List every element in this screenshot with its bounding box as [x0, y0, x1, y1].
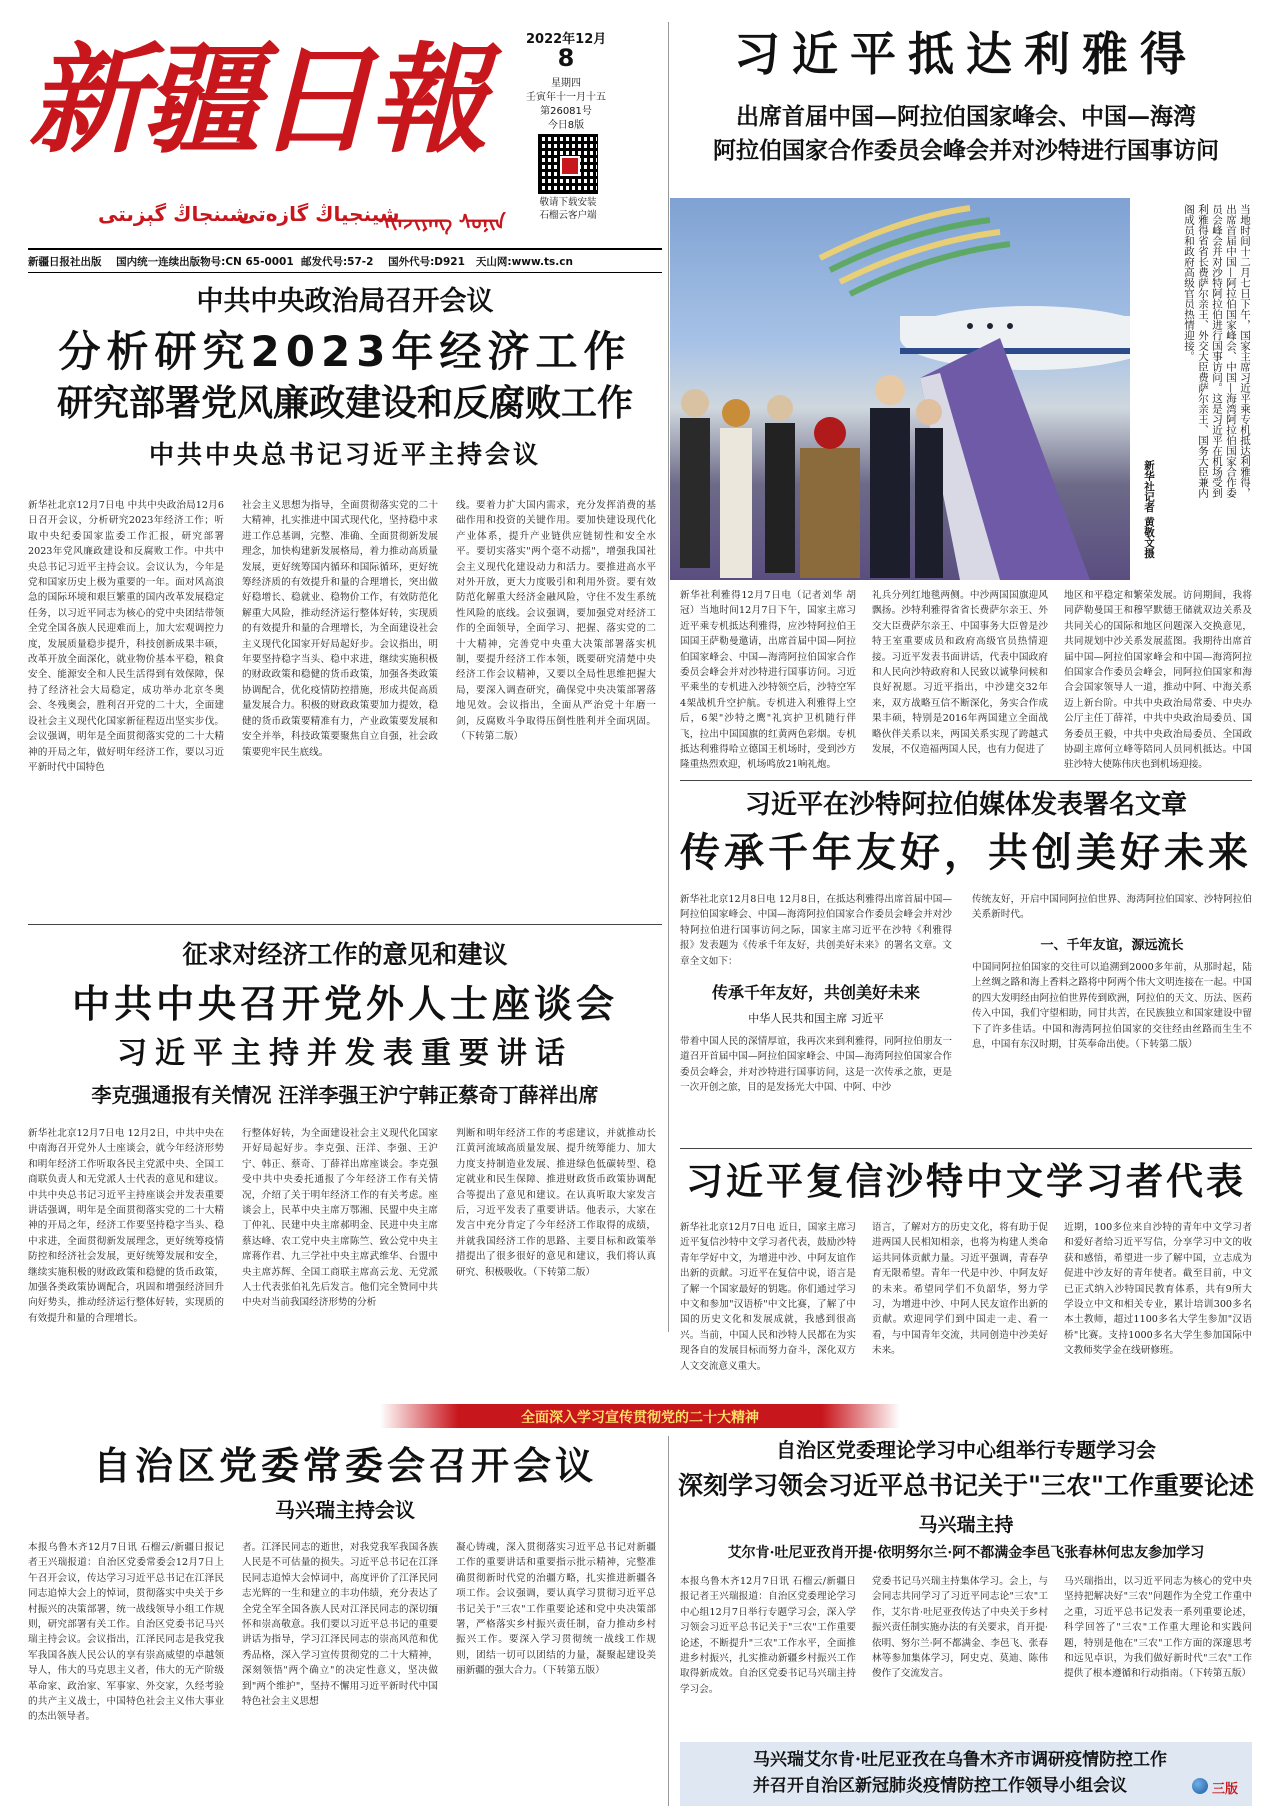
- study-group-body-col-2: 党委书记马兴瑞主持集体学习。会上，与会同志共同学习了习近平同志论"三农"工作，艾尔肯·吐尼亚孜传达了中央关于乡村振兴责任制实施办法的有关要求，肖开提·依明、努尔兰·阿不都满金、李邑飞、张春林等参加集体学习，阿史克、莫迪、陈伟俊作了交流发言。: [872, 1576, 1048, 1680]
- study-group-headline: 深刻学习领会习近平总书记关于"三农"工作重要论述: [677, 1471, 1255, 1500]
- politburo-body-col-1: 新华社北京12月7日电 中共中央政治局12月6日召开会议，分析研究2023年经济工作；听取中央纪委国家监委工作汇报，研究部署2023年党风廉政建设和反腐败工作。中共中央总书记习近平主持会议。会议认为，今年是党和国家历史上极为重要的一年。面对风高浪急的国际环境和艰巨繁重的国内改革发展稳定任务，以习近平同志为核心的党中央团结带领全党全国各族人民迎难而上，加大宏观调控力度，发展质量稳步提升，科技创新成果丰硕，改革开放全面深化，就业物价基本平稳，粮食安全、能源安全和人民生活得到有效保障，保持了经济社会大局稳定，成功举办北京冬奥会、冬残奥会，胜利召开党的二十大，全面建设社会主义现代化国家新征程迈出坚实步伐。会议强调，明年是全面贯彻落实党的二十大精神的开局之年，做好明年经济工作，要以习近平新时代中国特色: [28, 500, 224, 773]
- lead-body-col-2: 礼兵分列红地毯两侧。中沙两国国旗迎风飘扬。沙特利雅得省省长费萨尔亲王、外交大臣费萨尔亲王、中国事务大臣曾是沙特王室重要成员和政府高级官员热情迎接。习近平发表书面讲话，代表中国政府和人民向沙特政府和人民致以诚挚问候和良好祝愿。习近平指出，中沙建交32年来，双方战略互信不断深化，务实合作成果丰硕，特别是2016年两国建立全面战略伙伴关系以来，两国关系实现了跨越式发展，不仅造福两国人民，也有力促进了: [872, 590, 1048, 756]
- masthead-info-bar: 新疆日报社出版 国内统一连续出版物号:CN 65-0001 邮发代号:57-2 国外代号:D921 天山网:www.ts.cn: [28, 256, 573, 268]
- letter-body-col-1: 新华社北京12月7日电 近日，国家主席习近平复信沙特中文学习者代表，鼓励沙特青年学好中文，为增进中沙、中阿友谊作出新的贡献。习近平在复信中说，语言是了解一个国家最好的钥匙。你们通过学习中文和参加"汉语桥"中文比赛，了解了中国的历史文化和发展成就，我感到很高兴。当前，中国人民和沙特人民都在为实现各自的发展目标而努力奋斗，深化双方人文交流意义重大。: [680, 1222, 856, 1372]
- lead-kicker: 习近平抵达利雅得: [734, 27, 1198, 81]
- bottom-teaser-page-ref[interactable]: 三版: [1212, 1782, 1239, 1797]
- standing-committee-story: [28, 1436, 662, 1806]
- reception-party-icon: [680, 375, 943, 578]
- lead-story: [680, 20, 1252, 900]
- media-article-byline: 中华人民共和国主席 习近平: [748, 1012, 884, 1025]
- lead-subtitle-2: 阿拉伯国家合作委员会峰会并对沙特进行国事访问: [713, 137, 1219, 164]
- masthead-title: 新疆日報: [28, 30, 485, 169]
- study-group-body-col-3: 马兴瑞指出，以习近平同志为核心的党中央坚持把解决好"三农"问题作为全党工作重中之重，习近平总书记发表一系列重要论述，科学回答了"三农"工作重大理论和实践问题，特别是他在"三农"工作方面的深邃思考和远见卓识，为我们做好新时代"三农"工作提供了根本遵循和行动指南。（下转第五版）: [1064, 1576, 1252, 1680]
- masthead: [28, 22, 668, 277]
- study-group-kicker: 自治区党委理论学习中心组举行专题学习会: [776, 1438, 1156, 1462]
- lead-photo: [670, 198, 1130, 580]
- airplane-icon: [900, 306, 1130, 370]
- standing-committee-deck: 马兴瑞主持会议: [275, 1498, 415, 1522]
- campaign-banner: [380, 1404, 900, 1428]
- issue-pages: 今日8版: [547, 120, 585, 131]
- lead-photo-credit: 新华社记者 黄敬文摄: [1143, 460, 1155, 559]
- qr-caption: 敬请下载安装 石榴云客户端: [539, 197, 597, 221]
- campaign-banner-text: 全面深入学习宣传贯彻党的二十大精神: [521, 1410, 759, 1426]
- page-ref-globe-icon: [1192, 1778, 1208, 1794]
- bottom-teaser[interactable]: [680, 1742, 1252, 1806]
- letter-headline: 习近平复信沙特中文学习者代表: [686, 1160, 1246, 1203]
- lead-body-col-3: 地区和平稳定和繁荣发展。访问期间，我将同萨勒曼国王和穆罕默德王储就双边关系及共同关心的国际和地区问题深入交换意见，共同规划中沙关系发展蓝图。我期待出席首届中国—阿拉伯国家峰会和中国—海湾阿拉伯国家合作委员会峰会，同阿拉伯国家和海合会国家领导人一道，推动中阿、中海关系迈上新台阶。中共中央政治局常委、中央办公厅主任丁薛祥，中共中央政治局委员、国务委员王毅，中共中央政治局委员、全国政协副主席何立峰等陪同人员同机抵达。中国驻沙特大使陈伟庆也到机场迎接。: [1064, 590, 1252, 771]
- lead-photo-scene: [670, 198, 1130, 580]
- issue-number: 第26081号: [540, 106, 592, 117]
- politburo-body-col-2: 社会主义思想为指导，全面贯彻落实党的二十大精神，扎实推进中国式现代化，坚持稳中求进工作总基调，完整、准确、全面贯彻新发展理念，加快构建新发展格局，着力推动高质量发展，更好统筹国内循环和国际循环，更好统筹经济质的有效提升和量的合理增长，突出做好稳增长、稳就业、稳物价工作，有效防范化解重大风险，推动经济运行整体好转，实现质的有效提升和量的合理增长，为全面建设社会主义现代化国家开好局起好步。会议指出，明年要坚持稳字当头、稳中求进，继续实施积极的财政政策和稳健的货币政策，加强各类政策协调配合，优化疫情防控措施，形成共促高质量发展合力。积极的财政政策要加力提效，稳健的货币政策要精准有力，产业政策要发展和安全并举，科技政策要聚焦自立自强，社会政策要兜牢民生底线。: [242, 500, 438, 758]
- politburo-body-col-3: 线。要着力扩大国内需求，充分发挥消费的基础作用和投资的关键作用。要加快建设现代化产业体系，提升产业链供应链韧性和安全水平。要切实落实"两个毫不动摇"，增强我国社会主义现代化建设动力和活力。要推进高水平对外开放，更大力度吸引和利用外资。要有效防范化解重大经济金融风险，守住不发生系统性风险的底线。会议强调，要加强党对经济工作的全面领导，全面学习、把握、落实党的二十大精神，完善党中央重大决策部署落实机制，要提升经济工作本领，既要研究清楚中央经济工作会议精神，又要以全局性思维把握大局，要深入调查研究，确保党中央决策部署落地见效。会议指出，全面从严治党十年磨一剑，反腐败斗争取得压倒性胜利并全面巩固。（下转第二版）: [456, 500, 656, 743]
- letter-story: [680, 1156, 1252, 1392]
- standing-committee-body-col-3: 凝心铸魂，深入贯彻落实习近平总书记对新疆工作的重要讲话和重要指示批示精神，完整准确贯彻新时代党的治疆方略，扎实推进新疆各项工作。会议强调，要认真学习贯彻习近平总书记关于"三农"工作重要论述和党中央决策部署，严格落实乡村振兴责任制，奋力推动乡村振兴工作。要深入学习贯彻统一战线工作规则，团结一切可以团结的力量，凝聚起建设美丽新疆的强大合力。（下转第五版）: [456, 1542, 656, 1677]
- qr-code[interactable]: [538, 134, 598, 194]
- issue-date-day: 8: [557, 44, 575, 72]
- masthead-uyghur-title: شىنجاڭ گېزىتى: [98, 202, 250, 226]
- united-front-body-col-1: 新华社北京12月7日电 12月2日，中共中央在中南海召开党外人士座谈会，就今年经济形势和明年经济工作听取各民主党派中央、全国工商联负责人和无党派人士代表的意见和建议。中共中央总书记习近平主持座谈会并发表重要讲话强调，明年是全面贯彻落实党的二十大精神的开局之年，经济工作要坚持稳字当头、稳中求进，全面贯彻新发展理念，更好统筹疫情防控和经济社会发展，更好统筹发展和安全，继续实施积极的财政政策和稳健的货币政策，加强各类政策协调配合，巩固和增强经济回升向好势头，推动经济运行整体好转，实现质的有效提升和量的合理增长。: [28, 1128, 224, 1324]
- lead-body-col-1: 新华社利雅得12月7日电（记者刘华 胡冠）当地时间12月7日下午，国家主席习近平乘专机抵达利雅得，应沙特阿拉伯王国国王萨勒曼邀请，出席首届中国—阿拉伯国家峰会、中国—海湾阿拉伯国家合作委员会峰会并对沙特进行国事访问。习近平乘坐的专机进入沙特领空后，沙特空军4架战机升空护航。专机进入利雅得上空后，6架"沙特之鹰"礼宾护卫机随行伴飞，拉出中国国旗的红黄两色彩烟。专机抵达利雅得哈立德国王机场时，受到沙方隆重热烈欢迎，机场鸣放21响礼炮。: [680, 590, 856, 771]
- study-group-story: [677, 1436, 1255, 1736]
- politburo-deck: 中共中央总书记习近平主持会议: [148, 440, 541, 469]
- jet-smoke-icon: [820, 208, 1010, 294]
- issue-weekday: 星期四: [551, 78, 581, 89]
- issue-lunar-date: 壬寅年十一月十五: [526, 92, 606, 103]
- lead-subtitle-1: 出席首届中国—阿拉伯国家峰会、中国—海湾: [736, 103, 1196, 130]
- media-article-story: [680, 788, 1252, 1148]
- bottom-teaser-line-1: 马兴瑞艾尔肯·吐尼亚孜在乌鲁木齐市调研疫情防控工作: [753, 1750, 1167, 1770]
- letter-body-col-3: 近期，100多位来自沙特的青年中文学习者和爱好者给习近平写信，分享学习中文的收获和感悟，希望进一步了解中国，立志成为促进中沙友好的青年使者。截至目前，中文已正式纳入沙特国民教育体系，共有9所大学设立中文和相关专业，累计培训300多名本土教师，超过1100多名大学生参加"汉语桥"比赛。支持1000多名大学生参加国际中文教师奖学金在线研修班。: [1064, 1222, 1252, 1357]
- media-article-intro: 新华社北京12月8日电 12月8日，在抵达利雅得出席首届中国—阿拉伯国家峰会、中国—海湾阿拉伯国家合作委员会峰会并对沙特阿拉伯进行国事访问之际，国家主席习近平在沙特《利雅得报》发表题为《传承千年友好，共创美好未来》的署名文章。文章全文如下：: [680, 894, 952, 967]
- united-front-story: [28, 932, 662, 1402]
- qr-logo-icon: [560, 156, 580, 176]
- masthead-mongol-title: ᠰᠢᠨᠵᠢᠶᠠᠩ ᠰᠣᠨᠢᠨ: [378, 210, 506, 234]
- standing-committee-headline: 自治区党委常委会召开会议: [92, 1443, 597, 1488]
- issue-date-ym: 2022年12月: [526, 32, 607, 47]
- masthead-kazakh-title: شينجياڭ گازەتى: [238, 202, 400, 226]
- media-article-headline: 传承千年友好，共创美好未来: [680, 830, 1252, 876]
- standing-committee-body-col-2: 者。江泽民同志的逝世，对我党我军我国各族人民是不可估量的损失。习近平总书记在江泽民同志追悼大会悼词中，高度评价了江泽民同志光辉的一生和建立的丰功伟绩，充分表达了全党全军全国各族人民对江泽民同志的深切缅怀和崇高敬意。我们要以习近平总书记的重要讲话为指导，学习江泽民同志的崇高风范和优秀品格，深入学习宣传贯彻党的二十大精神，深刻领悟"两个确立"的决定性意义，坚决做到"两个维护"，坚持不懈用习近平新时代中国特色社会主义思想: [242, 1542, 438, 1708]
- politburo-headline-2: 研究部署党风廉政建设和反腐败工作: [56, 383, 633, 424]
- politburo-story: [28, 284, 662, 934]
- united-front-body-col-3: 判断和明年经济工作的考虑建议，并就推动长江黄河流域高质量发展、提升统筹能力、加大力度支持制造业发展、推进绿色低碳转型、稳定就业和民生保障、推进财政货币政策协调配合等提出了意见和建议。在认真听取大家发言后，习近平发表了重要讲话。他表示，大家在发言中充分肯定了今年经济工作取得的成绩，并就我国经济工作的思路、主要目标和政策举措提出了很多很好的意见和建议，我们将认真研究、积极吸收。（下转第二版）: [456, 1128, 656, 1278]
- united-front-deck-2: 李克强通报有关情况 汪洋李强王沪宁韩正蔡奇丁薛祥出席: [91, 1083, 599, 1107]
- united-front-headline: 中共中央召开党外人士座谈会: [71, 982, 618, 1026]
- bottom-teaser-line-2: 并召开自治区新冠肺炎疫情防控工作领导小组会议: [753, 1776, 1127, 1796]
- united-front-deck: 习近平主持并发表重要讲话: [117, 1036, 573, 1071]
- letter-body-col-2: 语言，了解对方的历史文化，将有助于促进两国人民相知相亲，也将为构建人类命运共同体贡献力量。习近平强调，青春孕育无限希望。青年一代是中沙、中阿友好的未来。希望同学们不负韶华，努力学习，为增进中沙、中阿人民友谊作出新的贡献。欢迎同学们到中国走一走、看一看，与中国青年交流，共同创造中沙美好未来。: [872, 1222, 1048, 1357]
- media-article-body-col-1: 带着中国人民的深情厚谊，我再次来到利雅得，同阿拉伯朋友一道召开首届中国—阿拉伯国家峰会、中国—海湾阿拉伯国家合作委员会峰会，并对沙特进行国事访问，这是一次传承之旅，更是一次开创之旅，目的是发扬光大中国、中阿、中沙: [680, 1036, 952, 1094]
- united-front-body-col-2: 行整体好转，为全面建设社会主义现代化国家开好局起好步。李克强、汪洋、李强、王沪宁、韩正、蔡奇、丁薛祥出席座谈会。李克强受中共中央委托通报了今年经济工作有关情况，介绍了关于明年经济工作的有关考虑。座谈会上，民革中央主席万鄂湘、民盟中央主席丁仲礼、民建中央主席郝明金、民进中央主席蔡达峰、农工党中央主席陈竺、致公党中央主席蒋作君、九三学社中央主席武维华、台盟中央主席苏辉、全国工商联主席高云龙、无党派人士代表张伯礼先后发言。他们完全赞同中共中央对当前我国经济形势的分析: [242, 1128, 438, 1309]
- united-front-kicker: 征求对经济工作的意见和建议: [182, 940, 508, 969]
- media-article-body-col-2: 中国同阿拉伯国家的交往可以追溯到2000多年前，从那时起，陆上丝绸之路和海上香料之路将中阿两个伟大文明连接在一起。中国的四大发明经由阿拉伯世界传到欧洲，阿拉伯的天文、历法、医药传入中国，我们守望相助，同甘共苦，在民族独立和国家建设中留下了许多佳话。中国和海湾阿拉伯国家的交往经由丝路而生生不息，中国有东汉时期，甘英奉命出使。（下转第二版）: [972, 962, 1252, 1051]
- politburo-kicker: 中共中央政治局召开会议: [196, 286, 494, 317]
- lead-photo-caption: 当地时间十二月七日下午，国家主席习近平乘专机抵达利雅得，出席首届中国—阿拉伯国家峰会、中国—海湾阿拉伯国家合作委员会峰会并对沙特阿拉伯进行国事访问。这是习近平在机场受到利雅得省省长费萨尔亲王、外交大臣费萨尔亲王、国务大臣兼内阁成员和政府高级官员热情迎接。: [1183, 204, 1251, 498]
- media-article-kicker: 习近平在沙特阿拉伯媒体发表署名文章: [744, 790, 1187, 820]
- media-article-section-heading: 一、千年友谊，源远流长: [1040, 938, 1184, 953]
- study-group-body-col-1: 本报乌鲁木齐12月7日讯 石榴云/新疆日报记者王兴瑞报道：自治区党委理论学习中心组12月7日举行专题学习会，深入学习领会习近平总书记关于"三农"工作重要论述，不断提升"三农"工作水平，全面推进乡村振兴，扎实推动新疆乡村振兴工作取得新成效。自治区党委书记马兴瑞主持学习会。: [680, 1576, 856, 1695]
- study-group-deck-2: 艾尔肯·吐尼亚孜肖开提·依明努尔兰·阿不都满金李邑飞张春林何忠友参加学习: [727, 1545, 1205, 1561]
- politburo-headline-1: 分析研究2023年经济工作: [58, 327, 632, 376]
- media-article-subhead: 传承千年友好，共创美好未来: [711, 983, 920, 1002]
- air-stairs-icon: [920, 338, 1090, 580]
- study-group-deck: 马兴瑞主持: [918, 1514, 1014, 1536]
- standing-committee-body-col-1: 本报乌鲁木齐12月7日讯 石榴云/新疆日报记者王兴瑞报道：自治区党委常委会12月7日上午召开会议，传达学习习近平总书记在江泽民同志追悼大会上的悼词，贯彻落实中央关于乡村振兴的决策部署，统一战线领导小组工作规则，研究部署有关工作。自治区党委书记马兴瑞主持会议。会议指出，江泽民同志是我党我军我国各族人民公认的享有崇高威望的卓越领导人，伟大的马克思主义者，伟大的无产阶级革命家、政治家、军事家、外交家，久经考验的共产主义战士，中国特色社会主义伟大事业的杰出领导者。: [28, 1542, 224, 1723]
- media-article-intro-right: 传统友好，开启中国同阿拉伯世界、海湾阿拉伯国家、沙特阿拉伯关系新时代。: [972, 894, 1252, 921]
